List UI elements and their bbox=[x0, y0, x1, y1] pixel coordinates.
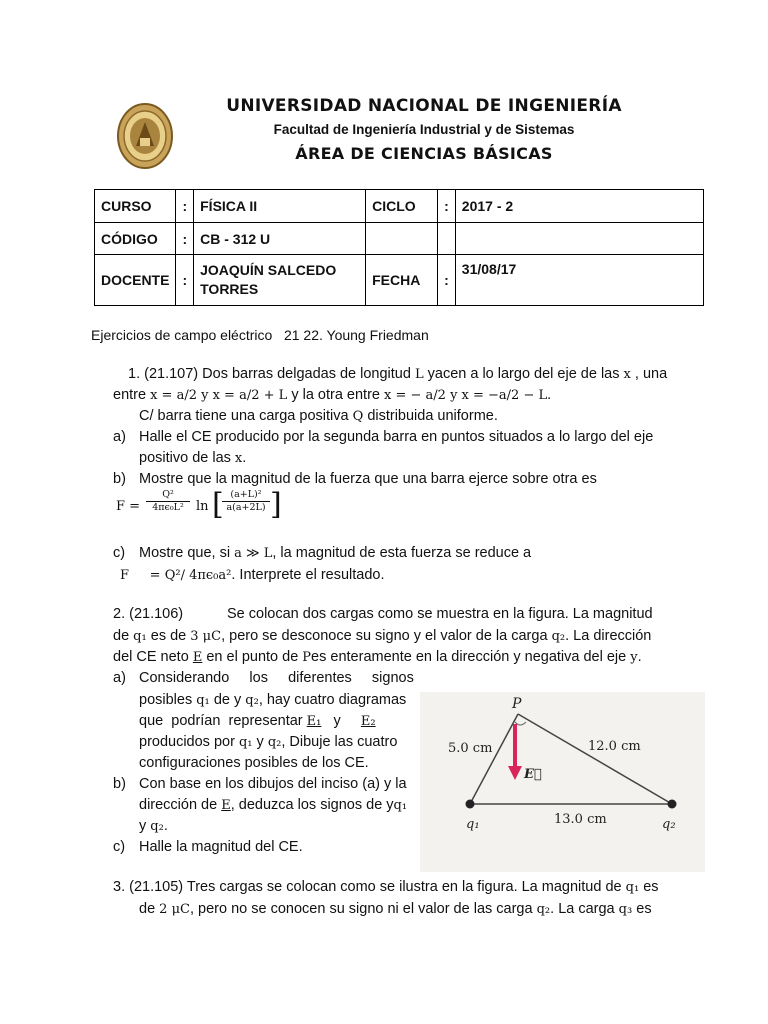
text: 1. (21.107) Dos barras delgadas de longitud bbox=[128, 366, 411, 382]
table-cell-value: 2017 - 2 bbox=[455, 190, 703, 223]
text: 3. (21.105) Tres cargas se colocan como se ilustra en la figura. La magnitud de bbox=[113, 879, 622, 895]
text: 2. (21.106) bbox=[113, 606, 184, 622]
item-label: a) bbox=[113, 670, 126, 686]
math-magnitude: 2 μC bbox=[159, 902, 190, 917]
math-E: E bbox=[192, 650, 203, 665]
math-x: x bbox=[623, 367, 631, 382]
formula-fraction bbox=[146, 489, 190, 513]
text: yacen a lo largo del eje de las bbox=[427, 366, 620, 382]
item-c-text bbox=[139, 545, 531, 561]
math-force-reduced: F = Q²/ 4πϵ₀a² bbox=[120, 568, 232, 583]
table-cell-sep: : bbox=[438, 190, 456, 223]
problem1-item-b bbox=[113, 471, 597, 487]
problem1-line3 bbox=[139, 408, 498, 424]
problem2-item-a bbox=[113, 670, 414, 686]
table-cell-label bbox=[366, 223, 438, 255]
label-q2: q₂ bbox=[662, 817, 676, 832]
text: , deduzca los signos de y bbox=[230, 797, 394, 813]
table-cell-label: DOCENTE bbox=[95, 255, 176, 306]
problem2-line3 bbox=[113, 649, 642, 665]
math-q2: q₂ bbox=[536, 902, 551, 917]
table-row bbox=[95, 223, 704, 255]
text: es bbox=[636, 901, 652, 917]
text: . La carga bbox=[550, 901, 615, 917]
item-label: b) bbox=[113, 776, 126, 792]
table-row bbox=[95, 255, 704, 306]
formula-inner-fraction bbox=[222, 489, 270, 513]
text: Halle la magnitud del CE. bbox=[139, 839, 303, 855]
text: positivo de las bbox=[139, 450, 231, 466]
text: y bbox=[333, 713, 341, 729]
text: Mostre que la magnitud de la fuerza que una barra ejerce sobre otra es bbox=[139, 471, 597, 487]
text: . bbox=[547, 387, 552, 403]
figure-background bbox=[420, 692, 705, 872]
table-row bbox=[95, 190, 704, 223]
text: y la otra entre bbox=[291, 387, 380, 403]
math-q1: q₁ bbox=[625, 880, 640, 895]
formula-inner-numerator: (a+L)² bbox=[230, 489, 262, 500]
text: Halle el CE producido por la segunda barra en puntos situados a lo largo del eje bbox=[139, 429, 654, 445]
problem1-line1 bbox=[128, 366, 667, 382]
table-cell-value bbox=[455, 223, 703, 255]
text: , Dibuje las cuatro bbox=[281, 734, 398, 750]
table-cell-label: FECHA bbox=[366, 255, 438, 306]
formula-ln: ln bbox=[196, 499, 209, 514]
math-range1: x = a/2 y x = a/2 + L bbox=[150, 388, 288, 403]
math-Q: Q bbox=[352, 409, 364, 424]
text: Se colocan dos cargas como se muestra en la figura. La magnitud bbox=[227, 606, 653, 622]
text: , una bbox=[634, 366, 668, 382]
problem1-item-a bbox=[113, 429, 654, 445]
problem2-line1 bbox=[113, 606, 653, 622]
text: del CE neto bbox=[113, 649, 189, 665]
text: y bbox=[256, 734, 264, 750]
text: . bbox=[163, 818, 168, 834]
item-label: a) bbox=[113, 429, 126, 445]
table-cell-value: 31/08/17 bbox=[455, 255, 703, 306]
text: . bbox=[242, 450, 247, 466]
formula-denominator: 4πϵ₀L² bbox=[146, 501, 190, 513]
item-label: b) bbox=[113, 471, 126, 487]
problem2-item-a-l5: configuraciones posibles de los CE. bbox=[139, 755, 369, 771]
text: Considerando los diferentes signos bbox=[139, 670, 414, 686]
text: . bbox=[637, 649, 642, 665]
label-q1: q₁ bbox=[466, 817, 480, 832]
table-cell-sep: : bbox=[438, 255, 456, 306]
formula-numerator: Q² bbox=[162, 489, 174, 500]
problem3-line2 bbox=[139, 901, 652, 917]
table-cell-label: CICLO bbox=[366, 190, 438, 223]
text: que podrían representar bbox=[139, 713, 303, 729]
math-q1: q₁ bbox=[133, 629, 147, 644]
math-q1: q₁ bbox=[196, 693, 210, 708]
text: de bbox=[113, 628, 130, 644]
charge-q1-dot bbox=[466, 800, 475, 809]
label-base: 13.0 cm bbox=[554, 812, 607, 827]
text: entre bbox=[113, 387, 147, 403]
label-side-left: 5.0 cm bbox=[448, 741, 493, 756]
math-L: L bbox=[414, 367, 424, 382]
charges-triangle-figure bbox=[420, 692, 705, 872]
text: de bbox=[139, 901, 156, 917]
text: , pero no se conocen su signo ni el valor de las carga bbox=[189, 901, 533, 917]
text: Con base en los dibujos del inciso (a) y la bbox=[139, 776, 407, 792]
math-condition: a ≫ L bbox=[234, 546, 273, 561]
math-q2: q₂ bbox=[551, 629, 566, 644]
text: producidos por bbox=[139, 734, 235, 750]
table-cell-sep: : bbox=[176, 190, 194, 223]
text: posibles bbox=[139, 692, 193, 708]
text: C/ barra tiene una carga positiva bbox=[139, 408, 349, 424]
table-cell-label: CÓDIGO bbox=[95, 223, 176, 255]
math-P: P bbox=[302, 650, 312, 665]
formula-lhs: F = bbox=[116, 499, 141, 514]
table-cell-sep bbox=[438, 223, 456, 255]
math-E: E bbox=[221, 798, 231, 813]
problem2-item-a-l3 bbox=[139, 713, 376, 729]
label-E: E⃗ bbox=[524, 767, 542, 782]
label-side-right: 12.0 cm bbox=[588, 739, 641, 754]
text: , pero se desconoce su signo y el valor de la carga bbox=[221, 628, 548, 644]
text: Mostre que, si bbox=[139, 545, 231, 561]
text: , la magnitud de esta fuerza se reduce a bbox=[272, 545, 532, 561]
math-q3: q₃ bbox=[618, 902, 633, 917]
item-label: c) bbox=[113, 545, 126, 561]
bracket-right: ] bbox=[270, 487, 282, 522]
math-q1: q₁ bbox=[238, 735, 253, 750]
math-q1: q₁ bbox=[393, 798, 408, 813]
math-E2: E₂ bbox=[360, 714, 376, 729]
text: es bbox=[643, 879, 659, 895]
area-title: ÁREA DE CIENCIAS BÁSICAS bbox=[295, 144, 553, 163]
table-cell-value: JOAQUÍN SALCEDO TORRES bbox=[194, 255, 366, 306]
label-P: P bbox=[512, 696, 522, 712]
text: . Interprete el resultado. bbox=[231, 567, 385, 583]
text: distribuida uniforme. bbox=[367, 408, 498, 424]
text: es de bbox=[150, 628, 187, 644]
problem2-item-c bbox=[113, 839, 303, 855]
problem1-item-c-formula bbox=[120, 567, 385, 583]
table-cell-sep: : bbox=[176, 223, 194, 255]
math-q2: q₂ bbox=[267, 735, 282, 750]
text: . La dirección bbox=[565, 628, 652, 644]
bracket-left: [ bbox=[212, 487, 224, 522]
problem2-item-b bbox=[113, 776, 407, 792]
charge-q2-dot bbox=[668, 800, 677, 809]
exercise-subtitle: Ejercicios de campo eléctrico 21 22. Young Friedman bbox=[91, 327, 429, 343]
problem2-line2 bbox=[113, 628, 651, 644]
text: dirección de bbox=[139, 797, 218, 813]
problem3-line1 bbox=[113, 879, 659, 895]
table-cell-label: CURSO bbox=[95, 190, 176, 223]
math-y: y bbox=[630, 650, 638, 665]
math-x: x bbox=[234, 451, 243, 466]
text: es enteramente en la dirección y negativa del eje bbox=[311, 649, 627, 665]
faculty-title: Facultad de Ingeniería Industrial y de Sistemas bbox=[273, 122, 575, 137]
math-q2: q₂ bbox=[245, 693, 259, 708]
university-title: UNIVERSIDAD NACIONAL DE INGENIERÍA bbox=[226, 96, 622, 116]
problem1-item-a-cont bbox=[139, 450, 246, 466]
problem1-item-c bbox=[113, 545, 532, 561]
problem2-item-b-l3 bbox=[139, 818, 168, 834]
problem2-item-a-l2 bbox=[139, 692, 406, 708]
problem2-item-a-l4 bbox=[139, 734, 397, 750]
course-info-table bbox=[94, 189, 704, 306]
table-cell-value: CB - 312 U bbox=[194, 223, 366, 255]
formula-inner-denominator: a(a+2L) bbox=[222, 501, 270, 513]
math-range2: x = − a/2 y x = −a/2 − L bbox=[384, 388, 548, 403]
text: de y bbox=[213, 692, 242, 708]
math-q2: q₂ bbox=[150, 819, 164, 834]
math-E1: E₁ bbox=[306, 714, 322, 729]
math-magnitude: 3 μC bbox=[190, 629, 222, 644]
table-cell-sep: : bbox=[176, 255, 194, 306]
problem1-line2 bbox=[113, 387, 551, 403]
problem2-item-b-l2 bbox=[139, 797, 407, 813]
table-cell-value: FÍSICA II bbox=[194, 190, 366, 223]
item-label: c) bbox=[113, 839, 126, 855]
text: en el punto de bbox=[206, 649, 299, 665]
text: , hay cuatro diagramas bbox=[258, 692, 407, 708]
text: y bbox=[139, 818, 147, 834]
